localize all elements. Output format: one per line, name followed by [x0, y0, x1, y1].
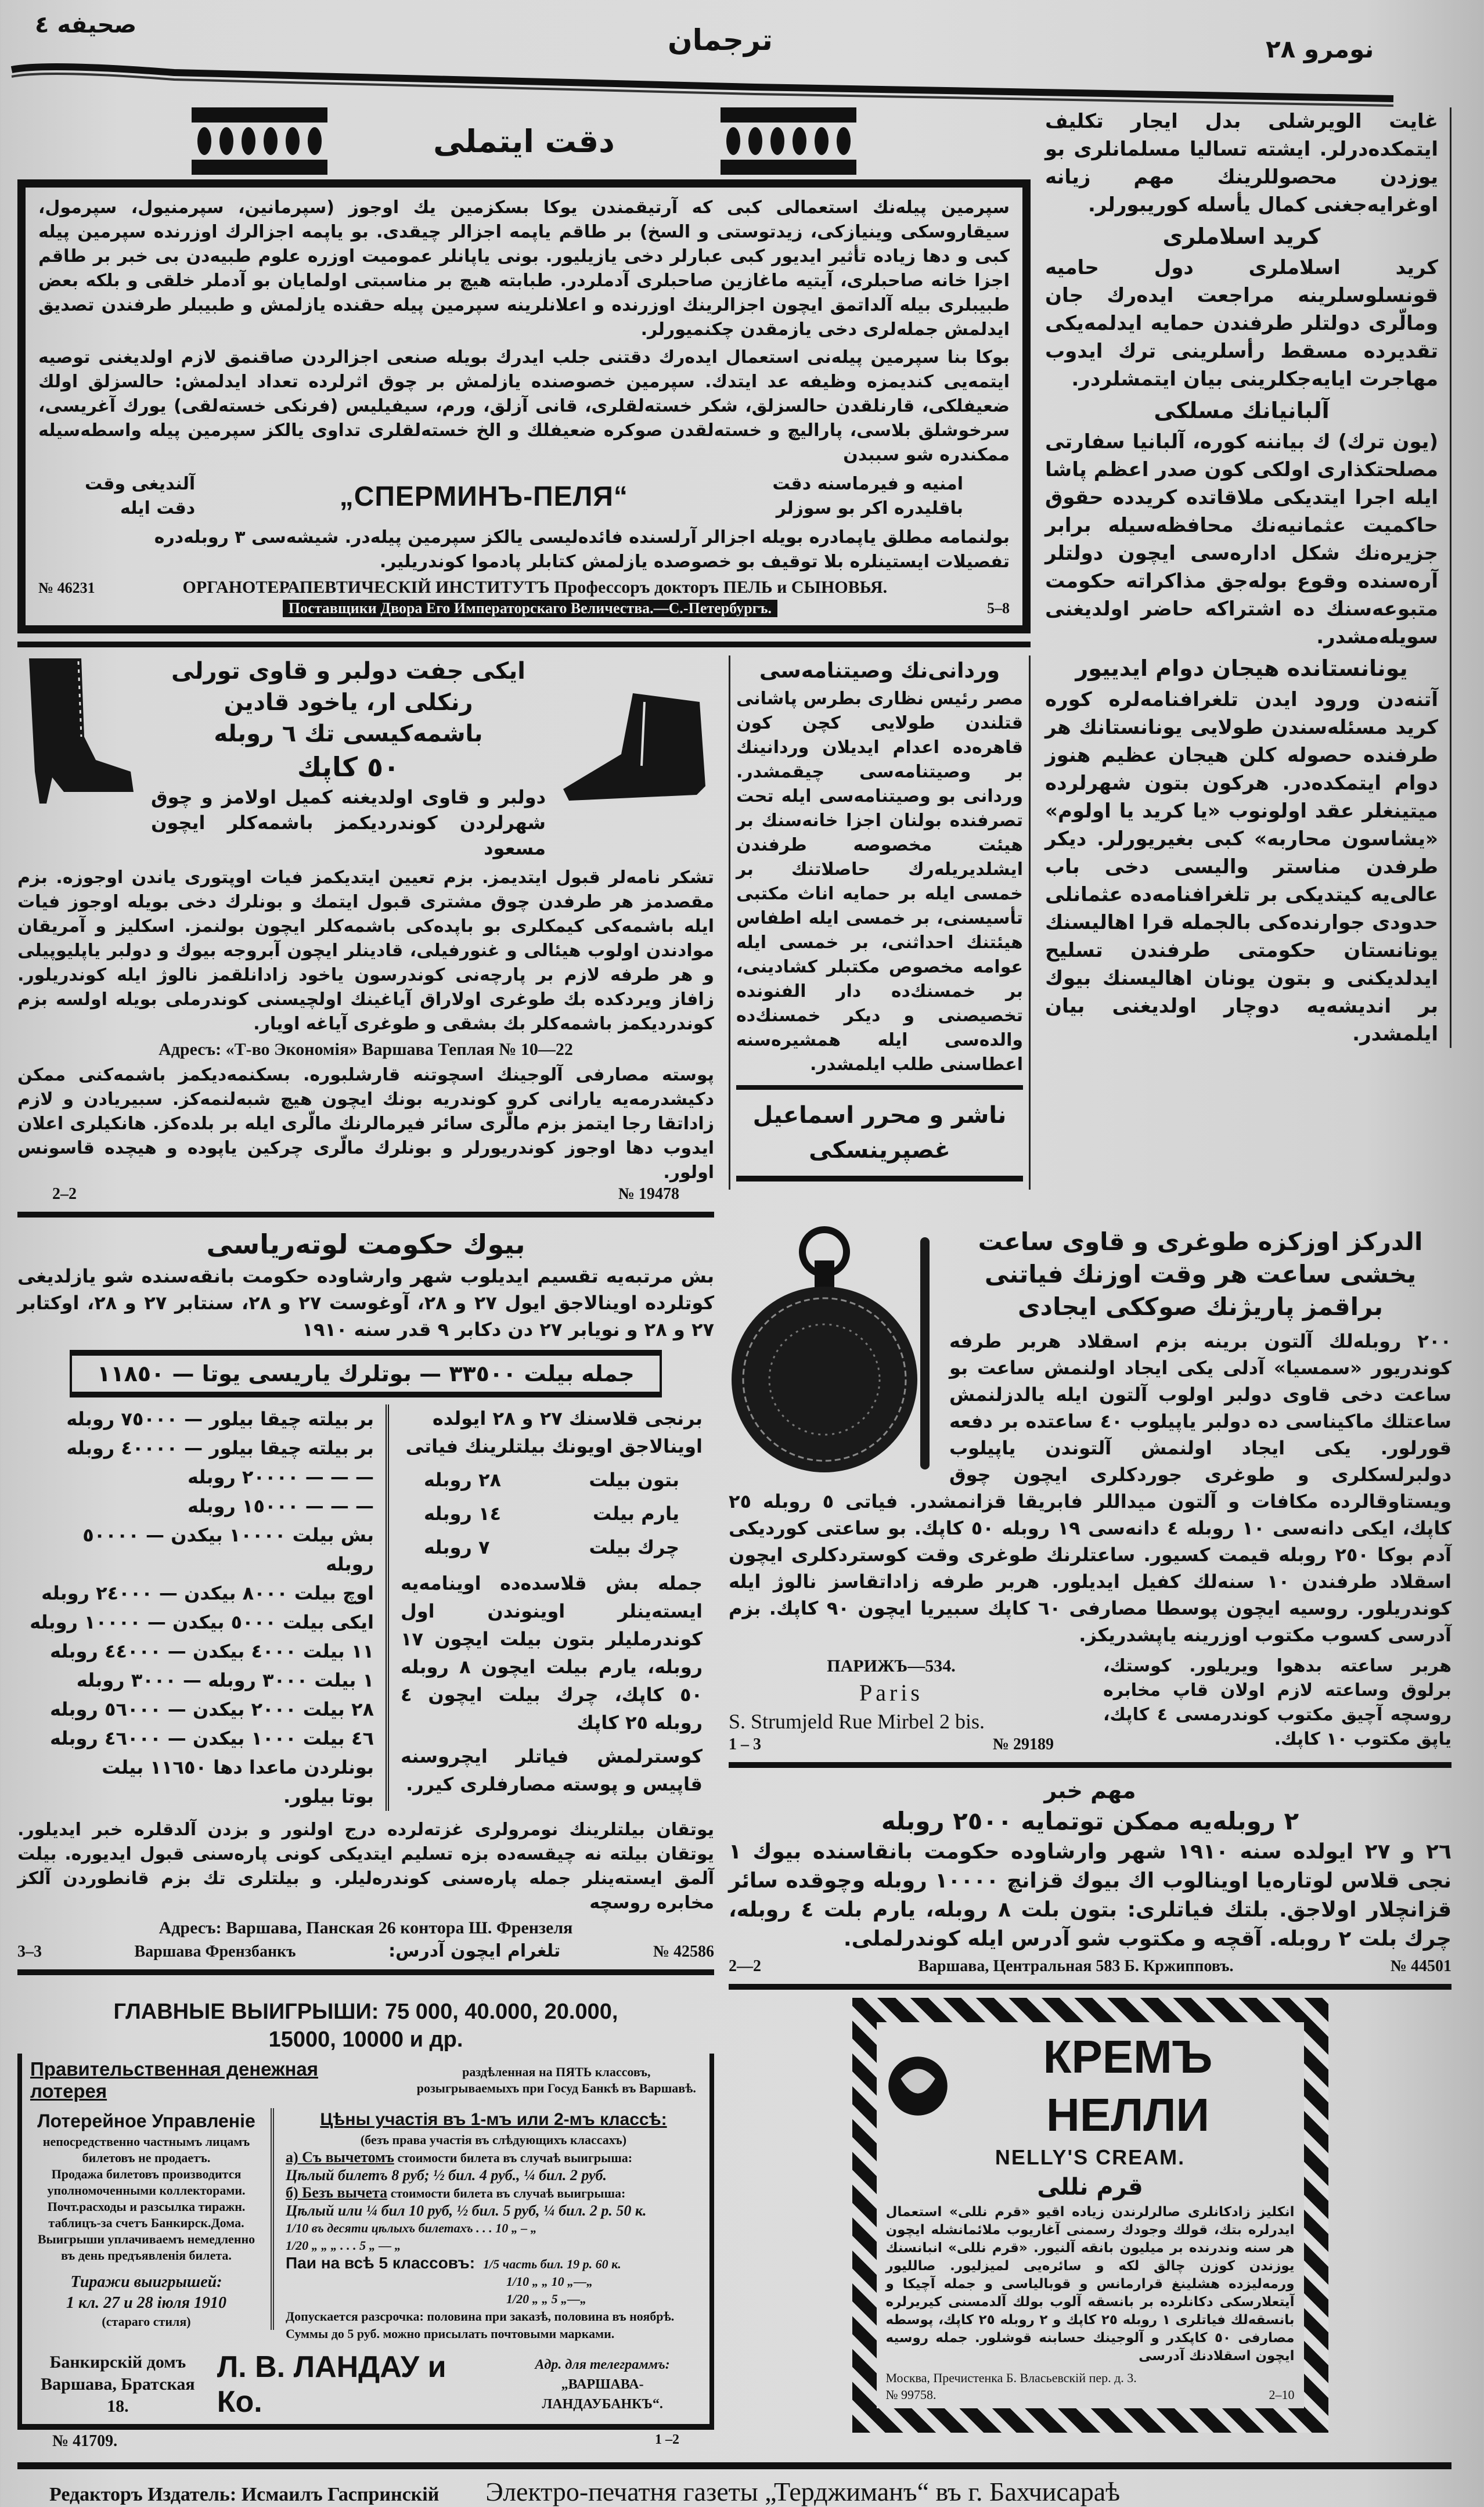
shoe-advertisement: [17, 655, 714, 1218]
ad-body: سپرمین پیله‌نك استعمالی کبی که آرتیقمندن یوکا بسکزمین یك اوجوز (سپرمانین، سپرمنیول، سپرمول، سیقاروسکی وینیازکی، زیدتوستی و السخ) بر طاقم یاپمه اجزالر چیقدی. بو یاپمه اجزالرك اوزرنده سپرمین پیله کبی و دها زیاده تأثیر ایدیور کبی عبارلر دخی یازیلیور. بونی یاپانلر عمومیت اوزره علوم طبیه‌دن بی خبر بر طاقم اجزا خانه صاحبلری، آیتیه ماغازین صاحبلری آدملردر. طبابته هیچ بر مناسبتی اولمایان بو آدملر خلقی و بلکه بعض طبیبلری بیله آلداتمق ایچون اجزالرینك اوزرنده و اعلانلرینه سپرمین پیله حقنده یازلمش و طبیبلر طرفندن تصدیق ایدلمش جمله‌لری دخی یازمقدن چکنمیورلر.: [38, 197, 1010, 340]
draws-date: 1 кл. 27 и 28 іюля 1910: [66, 2294, 226, 2312]
bank-house-label: Банкирскій домъ: [49, 2353, 186, 2372]
price-row: [401, 1466, 703, 1494]
striped-border: [852, 1998, 1328, 2433]
article-text: غایت الویرشلی بدل ایجار تکلیف ایتمکده‌درلر. ایشته تسالیا مسلمانلری بو یوزدن محصوللرینك مهم زیانه اوغرایه‌جغنی کمال یأسله کوریبورلر.: [1045, 110, 1438, 217]
watch-city-ru: ПАРИЖЪ—534.: [827, 1656, 956, 1676]
option-b-prices: Цѣлый или ¼ бил 10 руб, ½ бил. 5 руб, ¼ бил. 2 р. 50 к.: [286, 2202, 647, 2219]
watch-headline: الدرکز اوزکزه طوغری و قاوی ساعت یخشی ساعت هر وقت اوزنك فیاتنی براقمز پاریژنك صوککی ایجادی: [978, 1227, 1423, 1321]
watch-text: ٢٠٠ روبله‌لك آلتون برینه بزم اسقلاد هربر طرفه کوندریور «سمسیا» آدلی یکی ایجاد اولنمش ساعت بو ساعت دخی قاوی دولبر اولوب آلتون ایله یالدزلنمش ساعتلك ماکیناسی ده دولبر یاپیلوب ٤٠ ساعتده بر دفعه قورلور. یکی ایجاد اولنمش آلتوندن یاپیلوب دولبرلسکلری و طوغری جوردکلری ایچون چوق ویستاوقالرده مکافات و آلتون میداللر فابریقا قزانمشدر. فیاتی ٥ روبله ٢٥ کاپك، ایکی دانه‌سی ١٠ روبله ٤ دانه‌سی ١٩ روبله ٥٠ کاپك. بو ساعتی کوردیکی آدم بوکا ٢٥٠ روبله قیمت کسیور. ساعتلرنك طوغری وقت کوستردکلری ایچون اسقلاد طرفندن ١٠ سنه‌لك کفیل ایدیلور. هربر طرفه زاداتقاسز نالوژ ایله کوندریلور. روسیه ایچون پوسطا مصارفی ٦٠ کاپك سبیریا ایچون ٩٠ کاپك. بزم آدرسی کسوب مکتوب اوزرینه یاپشدریکز.: [729, 1330, 1452, 1646]
stamps-note: Суммы до 5 руб. можно присылать почтовыми марками.: [286, 2326, 615, 2341]
page-number: صحیفه ٤: [35, 12, 137, 38]
shoe-text: دولبر و قاوی اولدیغنه کمیل اولامز و چوق شهرلردن کوندردیکمز باشمه‌کلر ایچون مسعود: [151, 786, 546, 859]
bank-house: [30, 2351, 206, 2418]
telegram-label: تلغرام ایچون آدرس:: [388, 1941, 561, 1961]
nelly-title-en: NELLY'S CREAM.: [995, 2145, 1186, 2169]
ad-number: № 41709.: [52, 2432, 118, 2450]
news-column-middle: [729, 655, 1031, 1190]
nelly-footer-row: [886, 2387, 1295, 2402]
prices-note: کوسترلمش فیاتلر ایچرو‌سنه قاپیس و پوسته مصارفلری کیرر.: [401, 1745, 703, 1795]
lottery-columns: [17, 1404, 714, 1811]
article-text: آتنه‌دن ورود ایدن تلغرافنامه‌لره کوره کرید مسئله‌سندن طولایی یونانستانك هر طرفنده حصوله کلن هیجان عظیم هنوز دوام ایتمکده‌در. هرکون بتون شهرلرده میتینغلر عقد اولونوب «یا کرید یا اولوم» «یشاسون محاربه» کبی بغیریورلر. دیکر طرفدن مناستر والیسی دخی باب عالی‌یه کیتدیکی بر تلغرافنامه‌ده عثمانلی حدودی جوارنده‌کی بالجمله قرا اهالیسنك یونانستان حکومتی طرفندن تسلیح ایدلدیکنی و بتون یونان اهالیسنك بیوك بر اندیشه‌یه دوچار اولدیغنی بیان ایلمشدر.: [1045, 688, 1438, 1046]
prize-row: بش بیلت ١٠٠٠٠ بیکدن — ٥٠٠٠٠ روبله: [82, 1524, 374, 1575]
supplier-line: Поставщики Двора Его Императорскаго Величества.—С.-Петербургъ.: [283, 600, 777, 617]
management-info: [30, 2108, 274, 2330]
headline-line: ГЛАВНЫЕ ВЫИГРЫШИ: 75 000, 40.000, 20.000,: [113, 2000, 618, 2024]
prices-subtitle: (безъ права участія въ слѣдующихъ классахъ): [360, 2133, 627, 2147]
watch-footer-row: [729, 1654, 1451, 1754]
landau-headline: [17, 1998, 714, 2054]
ad-run: 3–3: [17, 1943, 42, 1961]
watch-address-block: [729, 1654, 1054, 1754]
ad-body-4: تفصیلات ایستینلره بلا توقیف بو خصوصده یازلمش کتابلر پادموا کوندریلیر.: [379, 552, 1010, 572]
prize-row: — — — ٢٠٠٠٠ روبله: [187, 1466, 374, 1488]
news-footer-row: [729, 1957, 1451, 1976]
ornament-right: [721, 107, 856, 175]
header-rule: [0, 0, 1484, 110]
price-value: ٢٨ روبله: [424, 1469, 501, 1491]
article-heading: آلبانیانك مسلکی: [1154, 398, 1330, 423]
prices-note: جمله بش قلاسده‌ده اوینامه‌یه ایسته‌ینلر اوینوندن اول کوندرملیلر بتون بیلت ایچون ١٧ روبله، یارم بیلت ایچون ٨ روبله ٥٠ کاپك، چرك بیلت ایچون ٤ روبله ٢٥ کاپك: [401, 1572, 703, 1734]
headline-line: 15000, 10000 и др.: [268, 2027, 463, 2052]
ornament-left: [192, 107, 327, 175]
prize-row: بوتا بیلور.: [283, 1785, 374, 1807]
lottery-description: раздѣленная на ПЯТЬ классовъ, розыгрываемыхъ при Госуд Банкѣ въ Варшавѣ.: [416, 2065, 696, 2095]
management-text: Почт.расходы и разсылка тиражн. таблицъ-за счетъ Банкирск.Дома.: [47, 2199, 246, 2230]
installment-note: Допускается разсрочка: половина при заказѣ, половина въ ноябрѣ.: [286, 2309, 675, 2324]
ad-run: 1 – 3: [729, 1735, 761, 1753]
shoe-top-text: [151, 655, 546, 861]
news-label: مهم خبر: [1044, 1778, 1136, 1803]
option-b-desc: стоимости билета въ случаѣ выигрыша:: [390, 2186, 626, 2200]
nelly-title-row: [886, 2028, 1295, 2144]
shoe-text: پوسته مصارفی آلوجینك اسچوتنه قارشلبوره. بسکنمه‌دیکمز باشمه‌کنی ممکن دکیشدرمه‌یه یارانی کرو کوندریه بونك ایچون هیچ شبه‌لنمه‌کز. سبیریادن و لازم زاداتقا رجا ایتمز بزم مالّری سائر فیرمالرنك مالّری ایله بر بلده‌کز. هانکیلری اعلان ایدوب دها اوجوز کوندریورلر و بونلرك مالّری چرکین یاپوده و هیچده قاسونس اولور.: [17, 1065, 714, 1183]
price-label: چرك بیلت: [589, 1536, 679, 1558]
newspaper-page: [17, 107, 1451, 2507]
ad-body-3: بولنمامه مطلق یاپمادره بویله اجزالر آرلسنده فائده‌لیسی یالکز سپرمین پیله‌در. شیشه‌سی ٣ روبله‌دره: [154, 527, 1010, 547]
ad-body-2: بوکا بنا سپرمین پیله‌نی استعمال ایده‌رك دقتنی جلب ایدرك بویله صنعی اجزالردن صاقنمق لازم اولدیغنی توصیه ایتمه‌یی کندیمزه وظیفه عد ایتدك. سپرمین خصوصنده یازلمش بر چوق اثرلرده تعداد ایدلمش: حالسزلق اولك ضعیفلکی، قارنلقدن حالسزلق، شکر خسته‌لقلری، قانی آزلق، ورم، سیفیلیس (فرنکی خسته‌لقی) یورك آغریسی، سرخوشلق بلاسی، پارالیچ و خسته‌لقدن صوکره ضعیفلك و الخ خسته‌لقلری تداوی یالکز سپرمین پیله واسطه‌سیله ممکندره شو سببدن: [38, 347, 1010, 465]
prize-row: ١١ بیلت ٤٠٠٠ بیکدن — ٤٤٠٠٠ روبله: [50, 1640, 374, 1662]
side-text: آلندیغی: [131, 474, 196, 494]
pocket-watch-illustration: [729, 1226, 938, 1475]
news-address: Варшава, Центральная 583 Б. Кржипповъ.: [918, 1957, 1234, 1975]
prize-row: ایکی بیلت ٥٠٠٠ بیکدن — ١٠٠٠٠ روبله: [30, 1611, 374, 1633]
ticket-price-info: [286, 2108, 701, 2343]
bank-name: Л. В. ЛАНДАУ и Ко.: [217, 2350, 446, 2419]
watch-run-row: [729, 1735, 1054, 1754]
boot-illustration-left: [17, 655, 139, 806]
share-price: 1/10 „ „ 10 „—„: [506, 2274, 593, 2289]
prices-title: Цѣны участія въ 1-мъ или 2-мъ классѣ:: [320, 2110, 667, 2129]
watch-side-text: هربر ساعته بدهوا ویریلور. کوستك، برلوق وساعته لازم اولان قاپ مخابره روسچه آچیق مکتوب کوندرمسی ٤ کاپك، یاپق مکتوب ١٠ کاپك.: [1103, 1656, 1451, 1749]
side-text: ایله: [120, 498, 150, 518]
publisher-line: ناشر و محرر اسماعیل غصپرینسکی: [736, 1098, 1023, 1182]
watch-street: S. Strumjeld Rue Mirbel 2 bis.: [729, 1710, 985, 1733]
price-value: ٧ روبله: [424, 1536, 490, 1558]
prize-row: ١ بیلت ٣٠٠٠ روبله — ٣٠٠٠ روبله: [76, 1669, 374, 1691]
middle-article: [736, 655, 1023, 1090]
ad-side-left: [772, 472, 963, 521]
ad-run: 1 –2: [655, 2432, 679, 2447]
ad-number: № 44501: [1390, 1957, 1451, 1975]
ad-border: [17, 179, 1031, 633]
share-price: 1/20 „ „ 5 „—„: [506, 2292, 587, 2306]
shoe-headline: ایکی جفت دولبر و قاوی تورلی رنکلی ار، یاخود قادین باشمه‌کیسی تك ٦ روبله: [171, 658, 525, 747]
brand-row: [85, 472, 963, 521]
footer-editor: Редакторъ Издатель: Исмаилъ Гаспринскій: [49, 2484, 440, 2505]
option-a-prices: Цѣлый билетъ 8 руб; ½ бил. 4 руб., ¼ бил. 2 руб.: [286, 2167, 607, 2184]
telegram-label: Адр. для телеграммъ:: [535, 2357, 670, 2372]
article-text: کرید اسلاملری دول حامیه قونسلوسلرینه مراجعت ایده‌رك جان ومالّری دولتلر طرفندن حمایه ایدلمه‌یکی تقدیرده مسقط رأسلرینی ترك ایدوب مهاجرت ایایه‌جکلرینی بیان ایتمشلردر.: [1045, 256, 1438, 391]
tenth-price: 1/10 въ десяти цѣлыхъ билетахъ . . . 10 „ – „: [286, 2221, 537, 2235]
side-text: دقت: [156, 498, 196, 518]
prize-row: بر بیلته چیقا بیلور — ٧٥٠٠٠ روبله: [66, 1408, 374, 1430]
price-row: [401, 1500, 703, 1528]
government-lottery-advertisement: [17, 1226, 714, 1975]
price-label: بتون بیلت: [589, 1469, 679, 1491]
management-text: Продажа билетовъ производится уполномоченными коллекторами.: [47, 2167, 246, 2198]
management-text: Выигрыши уплачиваемъ немедленно въ день предъявленія билета.: [37, 2232, 255, 2263]
management-text: непосредственно частнымъ лицамъ билетовъ не продаетъ.: [42, 2134, 250, 2165]
option-a-desc: стоимости билета въ случаѣ выигрыша:: [397, 2151, 633, 2165]
lottery-name: Правительственная денежная лотерея: [30, 2058, 319, 2102]
bank-address: Варшава, Братская 18.: [41, 2375, 195, 2416]
news-headline: ٢ روبله‌یه ممکن توتمایه ٢٥٠٠ روبله: [881, 1807, 1299, 1835]
shoe-footer-row: [17, 1185, 714, 1204]
ticket-prices: [389, 1404, 714, 1811]
bank-row: [30, 2350, 701, 2419]
article-heading: کرید اسلاملری: [1162, 224, 1321, 249]
nelly-cream-advertisement: [729, 1998, 1451, 2433]
price-value: ١٤ روبله: [424, 1503, 501, 1525]
side-text: امنیه و فیرماسنه دقت: [772, 474, 963, 494]
side-text: وقت: [85, 474, 126, 494]
important-news-advertisement: [729, 1776, 1451, 1990]
lottery-title: بیوك حکومت لوته‌ریاسی: [206, 1229, 525, 1260]
lottery-name-row: [30, 2058, 701, 2102]
ad-run: 2–2: [52, 1185, 77, 1203]
side-text: باقلیدره اکر بو سوزلر: [776, 498, 963, 518]
prize-row: ٤٦ بیلت ١٠٠٠ بیکدن — ٤٦٠٠٠ روبله: [50, 1727, 374, 1749]
shoe-address: Адресъ: «Т-во Экономія» Варшава Теплая № 10—22: [159, 1040, 573, 1059]
prize-row: — — — ١٥٠٠٠ روبله: [187, 1495, 374, 1517]
news-column-right: [1045, 107, 1451, 1048]
ad-number: № 42586: [653, 1943, 714, 1961]
price-row: [401, 1533, 703, 1561]
landau-lottery-advertisement: [17, 1998, 714, 2453]
prize-row: بونلردن ماعدا دها ١١٦٥٠ بیلت: [102, 1756, 374, 1778]
landau-footer-row: [17, 2430, 714, 2453]
page-footer: [17, 2462, 1451, 2507]
institute-name: ОРГАНОТЕРАПЕВТИЧЕСКІЙ ИНСТИТУТЪ Профессоръ докторъ ПЕЛЬ и СЫНОВЬЯ.: [182, 578, 888, 597]
institute-row: [38, 578, 1010, 597]
prize-row: اوچ بیلت ٨٠٠٠ بیکدن — ٢٤٠٠٠ روبله: [41, 1582, 374, 1604]
nelly-title-ar: قرم نللی: [1037, 2174, 1143, 2200]
article-heading: یونانستانده هیجان دوام ایدییور: [1075, 655, 1408, 681]
article-text: (یون ترك) ك بیاننه کوره، آلبانیا سفارتی مصلحتکذاری اولکی کون صدر اعظم پاشا ایله اجرا ایتدیکی ملاقاتده کریدده حقوق حاکمیت عثمانیه‌نك محافظه‌سیله برابر جزیره‌نك شکل اداره‌سی ایچون دولتلر آره‌سنده وقوع بوله‌جق مذاکراته حکومت متبوعه‌سنك ده اشتراکه حاضر اولدیغنی سویله‌مشدر.: [1045, 430, 1438, 649]
prices-heading: برنجی قلاسنك ٢٧ و ٢٨ ایولده اوینالاجق اویونك بیلتلرینك فیاتی: [405, 1407, 703, 1457]
right-ads-stack: [729, 1226, 1451, 1998]
ad-run: 5–8: [986, 600, 1010, 617]
nelly-title: КРЕМЪ НЕЛЛИ: [1043, 2031, 1213, 2141]
watch-city: Paris: [859, 1680, 923, 1706]
twentieth-price: 1/20 „ „ „ . . . 5 „ — „: [286, 2238, 401, 2253]
footer-printer: Электро-печатня газеты „Терджиманъ“ въ г. Бахчисараѣ: [485, 2477, 1121, 2506]
draws-style: (стараго стиля): [102, 2314, 191, 2329]
lottery-summary: جمله بیلت ٣٣٥٠٠ — بوتلرك یاریسی یوتا — ١١٨٥٠: [70, 1350, 662, 1397]
option-a-label: а) Съ вычетомъ: [286, 2149, 394, 2166]
ad-number: № 99758.: [885, 2387, 936, 2402]
prize-row: ٢٨ بیلت ٢٠٠٠ بیکدن — ٥٦٠٠٠ روبله: [50, 1698, 374, 1720]
ad-border: [17, 2054, 714, 2430]
management-title: Лотерейное Управленіе: [37, 2110, 255, 2131]
ad-number: № 29189: [992, 1735, 1054, 1753]
article-text: مصر رئیس نظاری بطرس پاشانی قتلندن طولایی کچن کون قاهره‌ده اعدام ایدیلان وردانینك بر وصیتنامه‌سی چیقمشدر. وردانی بو وصیتنامه‌سی ایله تحت تصرفنده بولنان اجزا خانه‌سنك بر هیئت مخصوصه طرفندن ایشلدیریله‌رك حاصلاتنك بر خمسی ایله بر حمایه اناث مکتبی تأسیسنی، بر خمسی ایله اطفاس هیئتنك احداثنی، بر خمسی ایله عوامه مخصوص مکتبلر کشادینی، بر خمسنك‌ده دار الفنونده تخصیصنی و دیکر خمسنك‌ده والده‌سی ایله همشیره‌سنه اعطاسنی طلب ایلمشدر.: [736, 689, 1023, 1075]
lottery-footer-row: [17, 1941, 714, 1961]
shares-label: Паи на всѣ 5 классовъ:: [286, 2254, 476, 2272]
telegram-address: „ВАРШАВА-ЛАНДАУБАНКЪ“.: [542, 2377, 663, 2412]
ad-number: № 19478: [618, 1185, 679, 1203]
shoe-text: تشکر نامه‌لر قبول ایتدیمز. بزم تعیین ایتدیکمز فیات اوپتوری یاندن اوجوزه. بزم مقصدمز هر طرفدن چوق مشتری قبول ایتمك و بونلرك دخی بویله اوجوز فیات ایله باشمه‌کی کیمکلری بو باپده‌کی باشمه‌کلر ایچون بولنمز. اسکلیز و آمریقان موادندن اولوب هیئالی و غنورفیلی، قادینلر ایچون آبروجه بیوك و دولبر یاپلیوپیلی و هر طرفه لازم بر پارچه‌نی کوندرسون یاخود زادانلقمز نالوژ ایله کوندریلور. زافاز ویردکده بك طوغری اولاراق آیاغینك اولچیسنی کوندرملی بویله اولسه بزم کوندردیکمز باشمه‌کلر بك بشقی و طوغری آیاغه اویار.: [17, 867, 714, 1034]
draws-title: Тиражи выигрышей:: [70, 2273, 222, 2291]
brand-name: „СПЕРМИНЪ-ПЕЛЯ“: [339, 481, 628, 512]
supplier-row: [38, 600, 1010, 617]
option-b-label: б) Безъ вычета: [286, 2184, 388, 2201]
prize-row: بر بیلته چیقا بیلور — ٤٠٠٠٠ روبله: [66, 1437, 374, 1459]
share-price: 1/5 часть бил. 19 р. 60 к.: [483, 2257, 621, 2271]
ad-run: 2–10: [1269, 2387, 1295, 2402]
shoe-price: ٥٠ کاپك: [297, 751, 400, 783]
article-heading: وردانی‌نك وصیتنامه‌سی: [759, 659, 1000, 683]
ad-run: 2—2: [729, 1957, 761, 1975]
lottery-closing: یوتقان بیلتلرینك نومرولری غزته‌لرده درج اولنور و بزدن آلدقلره خبر ایدیلور. یوتقان بیلته نه چیقسه‌ده بزه تسلیم ایتدیکی کونی پاره‌سنی قبول ایدیوره. بیلت آلمق ایسته‌ینلر جمله پاره‌سنی کوندره‌لیلر. و بیلتلری تك بزم قانطوردن آلکز مخابره روسچه: [17, 1820, 714, 1913]
landau-columns: [30, 2108, 701, 2343]
news-text: ٢٦ و ٢٧ ایولده سنه ١٩١٠ شهر وارشاوده حکومت بانقاسنده بیوك ١ نجی قلاس لوتاره‌یا اوینالوب اك بیوك قزانچ ١٠٠٠٠ روبله وچوقده سائر قزانچلار اولاجق. بلتك فیاتلری: بتون بلت ٨ روبله، یارم بلت ٤ روبله، چرك بلت ٢ روبله. آقچه و مکتوب شو آدرس ایله کوندرلملی.: [729, 1840, 1452, 1951]
boot-illustration-right: [557, 690, 714, 806]
nelly-address: Москва, Пречистенка Б. Власьевскій пер. д. 3.: [885, 2371, 1137, 2385]
lottery-intro: بش مرتبه‌یه تقسیم ایدیلوب شهر وارشاوده حکومت بانقه‌سنده شو یازلدیغی کوتلرده اوینالاجق ایول ٢٧ و ٢٨، آوغوست ٢٧ و ٢٨، سنتابر ٢٧ و ٢٨، اوکتابر ٢٧ و ٢٨ و نویابر ٢٧ دن دکابر ٩ قدر سنه ١٩١٠: [17, 1265, 715, 1341]
prize-list: [17, 1404, 389, 1811]
watch-advertisement: [729, 1226, 1451, 1768]
masthead-title: ترجمان: [668, 23, 773, 57]
nelly-text: انکلیز زادکانلری صالرلرندن زیاده اقیو «قرم نللی» استعمال ایدرلره بتك، قولك وجودك رسمنی آغاریوب ملائمانشله ایچون هر سنه وندرنده بر میلیون بانقه آلنیور. «قرم نللی» انبانسنك یوزندن کوزن چالق لکه و سائره‌یی لمیزلیور. صاللیور ورمه‌لیزده هشلینغ قرارمانس و قوبالیاسی و جمله آچیکا و آیتعلارسکی دکانلرده بر بانسقه آلوب بولك آلدمسنی کیریرلره بانسقه‌لك فیاتلری ١ روبله ٢٥ کاپك و ٢ روبله ٢٥ کاپك، پوسطه مصارفی ٥٠ کاپکدر و آلوجینك حسابنه قوشلور. جمله روسیه ایچون اسقلادنك آدرسی: [885, 2205, 1295, 2364]
ad-number: № 46231: [38, 579, 95, 596]
telegram-address: Варшава Френзбанкъ: [134, 1943, 296, 1961]
lottery-address: Адресъ: Варшава, Панская 26 контора Ш. Френзеля: [159, 1918, 573, 1937]
spermin-advertisement: [17, 107, 1031, 647]
ad-ornament-row: [17, 107, 1031, 175]
ad-title: دقت ایتملی: [433, 123, 615, 160]
ad-side-right: [85, 472, 195, 521]
shoe-top-row: [17, 655, 714, 861]
issue-number: نومرو ٢٨: [1266, 35, 1374, 63]
telegram-info: [503, 2355, 701, 2414]
nelly-logo: [886, 2054, 950, 2118]
price-label: یارم بیلت: [592, 1503, 679, 1525]
